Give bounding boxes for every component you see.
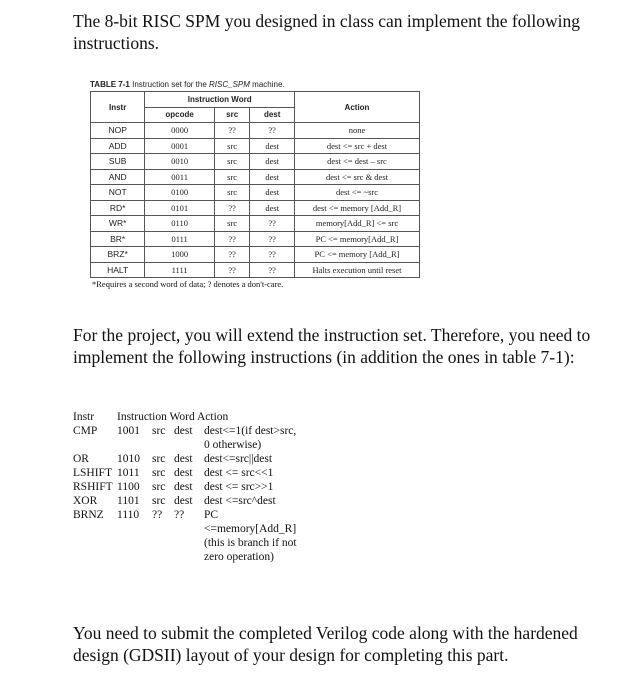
src-cell: ?? [214, 231, 249, 247]
instruction-set-table [90, 91, 420, 278]
ext-action: dest<=src||dest [204, 453, 273, 465]
instr-cell: WR* [91, 216, 145, 232]
ext-dest: dest [174, 467, 193, 479]
action-cell: dest <= ~src [295, 185, 420, 201]
opcode-cell: 0101 [145, 200, 215, 216]
ext-action-continuation: zero operation) [204, 551, 274, 563]
instr-cell: NOP [91, 123, 145, 139]
table-row [91, 231, 420, 247]
opcode-cell: 0011 [145, 169, 215, 185]
dest-cell: dest [250, 200, 295, 216]
action-cell: dest <= src + dest [295, 138, 420, 154]
header-src: src [214, 107, 249, 123]
instruction-set-table-figure [90, 80, 420, 289]
action-cell: dest <= src & dest [295, 169, 420, 185]
src-cell: src [214, 154, 249, 170]
src-cell: ?? [214, 262, 249, 278]
src-cell: src [214, 138, 249, 154]
header-opcode: opcode [145, 107, 215, 123]
action-cell: dest <= dest – src [295, 154, 420, 170]
opcode-cell: 0000 [145, 123, 215, 139]
ext-action: dest <=src^dest [204, 495, 276, 507]
table-row [91, 123, 420, 139]
ext-instr: RSHIFT [73, 481, 113, 493]
src-cell: src [214, 185, 249, 201]
dest-cell: dest [250, 138, 295, 154]
src-cell: src [214, 216, 249, 232]
instr-cell: NOT [91, 185, 145, 201]
header-action: Action [295, 92, 420, 123]
dest-cell: dest [250, 154, 295, 170]
opcode-cell: 0100 [145, 185, 215, 201]
ext-header-word: Instruction Word Action [117, 411, 229, 423]
header-instruction-word: Instruction Word [145, 92, 295, 108]
table-row [91, 247, 420, 263]
ext-dest: dest [174, 495, 193, 507]
src-cell: src [214, 169, 249, 185]
action-cell: dest <= memory [Add_R] [295, 200, 420, 216]
ext-opcode: 1001 [117, 425, 140, 437]
instr-cell: AND [91, 169, 145, 185]
header-dest: dest [250, 107, 295, 123]
opcode-cell: 0001 [145, 138, 215, 154]
dest-cell: dest [250, 169, 295, 185]
src-cell: ?? [214, 247, 249, 263]
ext-action-continuation: <=memory[Add_R] [204, 523, 297, 535]
action-cell: PC <= memory [Add_R] [295, 247, 420, 263]
caption-text: Instruction set for the [132, 80, 207, 89]
ext-action-continuation: (this is branch if not [204, 537, 297, 549]
instr-cell: RD* [91, 200, 145, 216]
opcode-cell: 0010 [145, 154, 215, 170]
table-row [91, 216, 420, 232]
ext-instr: LSHIFT [73, 467, 112, 479]
submission-paragraph: You need to submit the completed Verilog code along with the hardened design (GDSII) layout of your design for completing this part. [73, 623, 578, 665]
dest-cell: ?? [250, 216, 295, 232]
opcode-cell: 1000 [145, 247, 215, 263]
caption-machine: RISC_SPM [209, 80, 250, 89]
ext-action: dest <= src<<1 [204, 467, 274, 479]
dest-cell: dest [250, 185, 295, 201]
extension-paragraph: For the project, you will extend the instruction set. Therefore, you need to implement the following instructions (in addition the ones in table 7-1): [73, 325, 591, 367]
opcode-cell: 0111 [145, 231, 215, 247]
header-instr: Instr [91, 92, 145, 123]
dest-cell: ?? [250, 247, 295, 263]
ext-src: src [152, 495, 166, 507]
ext-dest: dest [174, 425, 193, 437]
action-cell: Halts execution until reset [295, 262, 420, 278]
ext-src: src [152, 425, 166, 437]
ext-opcode: 1110 [117, 509, 140, 521]
ext-instr: XOR [73, 495, 98, 507]
ext-action-continuation: 0 otherwise) [204, 439, 262, 451]
action-cell: memory[Add_R] <= src [295, 216, 420, 232]
ext-instr: BRNZ [73, 509, 104, 521]
ext-action: PC [204, 509, 219, 521]
ext-src: src [152, 481, 166, 493]
caption-label: TABLE 7-1 [90, 80, 130, 89]
caption-tail: machine. [252, 80, 285, 89]
ext-action: dest<=1(if dest>src, [204, 425, 297, 437]
ext-action: dest <= src>>1 [204, 481, 274, 493]
instr-cell: HALT [91, 262, 145, 278]
table-caption [90, 80, 420, 89]
ext-instr: CMP [73, 425, 98, 437]
dest-cell: ?? [250, 231, 295, 247]
opcode-cell: 0110 [145, 216, 215, 232]
ext-instr: OR [73, 453, 89, 465]
ext-dest: ?? [174, 509, 185, 521]
ext-header-instr: Instr [73, 411, 95, 423]
table-row [91, 138, 420, 154]
ext-src: src [152, 467, 166, 479]
action-cell: none [295, 123, 420, 139]
intro-paragraph: The 8-bit RISC SPM you designed in class can implement the following instructions. [73, 11, 580, 53]
src-cell: ?? [214, 200, 249, 216]
table-footnote: *Requires a second word of data; ? denotes a don't-care. [92, 279, 284, 289]
ext-src: ?? [152, 509, 163, 521]
ext-opcode: 1011 [117, 467, 140, 479]
action-cell: PC <= memory[Add_R] [295, 231, 420, 247]
instr-cell: BR* [91, 231, 145, 247]
ext-opcode: 1101 [117, 495, 140, 507]
ext-src: src [152, 453, 166, 465]
ext-dest: dest [174, 453, 193, 465]
table-row [91, 154, 420, 170]
ext-dest: dest [174, 481, 193, 493]
table-row [91, 200, 420, 216]
ext-opcode: 1010 [117, 453, 140, 465]
table-row [91, 185, 420, 201]
table-row [91, 262, 420, 278]
instr-cell: BRZ* [91, 247, 145, 263]
dest-cell: ?? [250, 123, 295, 139]
instr-cell: ADD [91, 138, 145, 154]
ext-opcode: 1100 [117, 481, 140, 493]
opcode-cell: 1111 [145, 262, 215, 278]
instr-cell: SUB [91, 154, 145, 170]
table-body [91, 123, 420, 278]
src-cell: ?? [214, 123, 249, 139]
table-row [91, 169, 420, 185]
dest-cell: ?? [250, 262, 295, 278]
